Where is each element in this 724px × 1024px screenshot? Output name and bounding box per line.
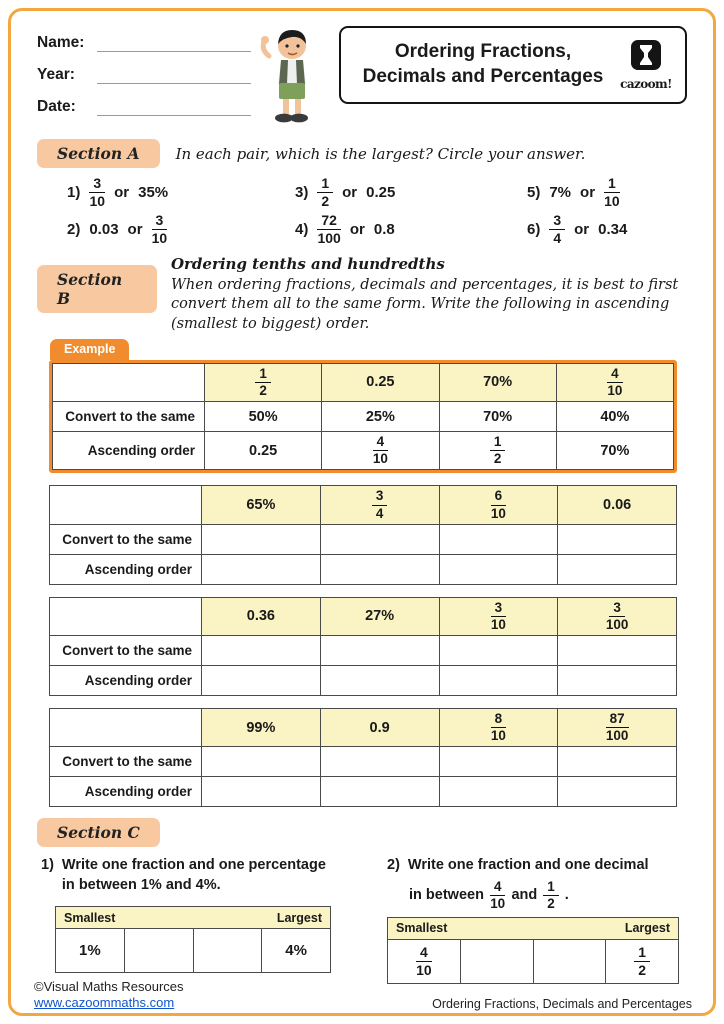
given-row bbox=[53, 363, 674, 401]
section-b-text bbox=[171, 255, 687, 334]
answer-cell[interactable] bbox=[558, 524, 677, 554]
fraction-numerator: 1 bbox=[255, 367, 271, 383]
item-value: 0.03 bbox=[89, 221, 119, 238]
ascending-row bbox=[50, 554, 677, 584]
question-1-text-row bbox=[41, 856, 377, 895]
answer-cell[interactable] bbox=[202, 636, 321, 666]
fraction-denominator: 10 bbox=[490, 616, 506, 632]
ascending-row bbox=[50, 777, 677, 807]
row-label-convert: Convert to the same bbox=[53, 402, 205, 432]
section-a-instruction: In each pair, which is the largest? Circle your answer. bbox=[175, 144, 586, 163]
fraction-denominator: 2 bbox=[493, 451, 502, 467]
max-value bbox=[606, 939, 679, 983]
example-table bbox=[52, 363, 674, 471]
row-label-ascending: Ascending order bbox=[53, 432, 205, 470]
given-value: 70% bbox=[439, 363, 556, 401]
answer-cell[interactable] bbox=[439, 524, 558, 554]
between-fraction-2 bbox=[543, 880, 559, 911]
answer-cell[interactable] bbox=[558, 666, 677, 696]
given-value bbox=[439, 597, 558, 635]
pair-item-6[interactable] bbox=[527, 211, 687, 248]
fraction bbox=[317, 213, 341, 245]
section-c-header bbox=[37, 818, 687, 847]
answer-cell[interactable] bbox=[320, 554, 439, 584]
given-value bbox=[558, 597, 677, 635]
fraction bbox=[543, 880, 559, 911]
answer-cell[interactable] bbox=[202, 524, 321, 554]
section-b-heading: Ordering tenths and hundredths bbox=[170, 255, 445, 273]
fraction bbox=[634, 945, 650, 977]
question-number: 1) bbox=[41, 857, 54, 874]
item-number: 6) bbox=[527, 221, 541, 238]
cazoom-logo bbox=[617, 39, 675, 91]
row-label-ascending: Ascending order bbox=[50, 554, 202, 584]
largest-label: Largest bbox=[624, 921, 670, 936]
section-a-items bbox=[67, 174, 687, 248]
answer-cell[interactable] bbox=[439, 777, 558, 807]
answer-cell[interactable] bbox=[320, 777, 439, 807]
section-a-header bbox=[37, 139, 687, 168]
convert-row bbox=[50, 747, 677, 777]
year-input-line[interactable] bbox=[97, 69, 251, 84]
fraction bbox=[152, 213, 168, 245]
answer-cell[interactable] bbox=[320, 666, 439, 696]
fraction-numerator: 1 bbox=[634, 945, 650, 962]
fraction bbox=[317, 176, 333, 208]
item-value bbox=[152, 213, 168, 245]
fraction-denominator: 4 bbox=[375, 505, 384, 521]
ordering-table-3 bbox=[49, 708, 677, 807]
table-header bbox=[56, 907, 331, 929]
fraction-denominator: 10 bbox=[604, 193, 620, 209]
fraction-denominator: 10 bbox=[490, 505, 506, 521]
answer-cell[interactable] bbox=[439, 747, 558, 777]
given-value bbox=[556, 363, 673, 401]
ascending-row bbox=[53, 432, 674, 470]
item-number: 1) bbox=[67, 184, 81, 201]
header-row bbox=[56, 907, 331, 929]
fraction-numerator: 4 bbox=[490, 880, 506, 896]
item-number: 4) bbox=[295, 221, 309, 238]
section-c-label: Section C bbox=[37, 818, 160, 847]
given-value bbox=[558, 709, 677, 747]
answer-cell[interactable] bbox=[320, 636, 439, 666]
date-label: Date: bbox=[37, 98, 76, 115]
question-2-text-line1: Write one fraction and one decimal bbox=[407, 857, 649, 874]
fraction-numerator: 3 bbox=[609, 601, 625, 617]
footer bbox=[34, 979, 692, 1012]
or-label: or bbox=[114, 184, 130, 201]
example-table-wrapper bbox=[49, 360, 677, 474]
question-2-table-wrap bbox=[387, 917, 687, 984]
ordering-table-1 bbox=[49, 485, 677, 584]
given-value bbox=[439, 486, 558, 524]
date-input-line[interactable] bbox=[97, 101, 251, 116]
or-label: or bbox=[342, 184, 358, 201]
smallest-largest-table-2 bbox=[387, 917, 679, 984]
example-tab bbox=[50, 339, 129, 360]
item-value bbox=[604, 176, 620, 208]
row-label-empty bbox=[53, 363, 205, 401]
given-value: 65% bbox=[202, 486, 321, 524]
fraction-denominator: 10 bbox=[372, 451, 388, 467]
fraction-denominator: 2 bbox=[638, 961, 646, 978]
section-b-header bbox=[37, 255, 687, 334]
max-value: 4% bbox=[262, 929, 331, 973]
given-row bbox=[50, 486, 677, 524]
fraction bbox=[490, 435, 506, 466]
given-row bbox=[50, 597, 677, 635]
fraction-numerator: 6 bbox=[491, 489, 507, 505]
or-label: or bbox=[574, 221, 590, 238]
example-answer: 25% bbox=[322, 402, 439, 432]
header-row bbox=[388, 917, 679, 939]
min-value bbox=[388, 939, 461, 983]
fraction-numerator: 4 bbox=[416, 945, 432, 962]
fraction bbox=[491, 601, 507, 632]
pair-item-4[interactable] bbox=[295, 211, 527, 248]
fraction-numerator: 72 bbox=[317, 213, 341, 230]
fraction-numerator: 1 bbox=[543, 880, 559, 896]
or-label: or bbox=[127, 221, 143, 238]
copyright-text: ©Visual Maths Resources bbox=[34, 978, 184, 994]
in-between-label: in between bbox=[409, 887, 484, 904]
footer-document-title: Ordering Fractions, Decimals and Percentages bbox=[432, 997, 692, 1011]
period: . bbox=[564, 887, 569, 904]
cazoom-logo-text: cazoom! bbox=[620, 77, 672, 91]
item-value bbox=[89, 176, 105, 208]
year-label: Year: bbox=[37, 66, 75, 83]
row-label-empty bbox=[50, 597, 202, 635]
fraction-numerator: 3 bbox=[372, 489, 388, 505]
fraction-denominator: 100 bbox=[317, 230, 341, 246]
answer-cell[interactable] bbox=[439, 554, 558, 584]
footer-left bbox=[34, 979, 184, 1012]
fraction-denominator: 2 bbox=[547, 896, 555, 912]
answer-cell[interactable] bbox=[124, 929, 193, 973]
answer-cell[interactable] bbox=[460, 939, 533, 983]
fraction-denominator: 10 bbox=[607, 382, 623, 398]
example-answer bbox=[322, 432, 439, 470]
given-value: 0.9 bbox=[320, 709, 439, 747]
fraction bbox=[491, 712, 507, 743]
answer-cell[interactable] bbox=[202, 666, 321, 696]
fraction-denominator: 10 bbox=[416, 961, 432, 978]
convert-row bbox=[50, 636, 677, 666]
title-line-2: Decimals and Percentages bbox=[362, 66, 604, 87]
fraction-numerator: 3 bbox=[89, 176, 105, 193]
answer-cell[interactable] bbox=[558, 554, 677, 584]
given-value: 0.06 bbox=[558, 486, 677, 524]
item-number: 5) bbox=[527, 184, 541, 201]
fraction-denominator: 10 bbox=[151, 230, 168, 246]
answer-cell[interactable] bbox=[439, 636, 558, 666]
boy-mascot-illustration bbox=[259, 26, 325, 129]
worksheet-title-box bbox=[339, 26, 687, 104]
answer-cell[interactable] bbox=[320, 524, 439, 554]
fraction-numerator: 3 bbox=[152, 213, 168, 230]
answer-cell[interactable] bbox=[193, 929, 262, 973]
row-label-convert: Convert to the same bbox=[50, 524, 202, 554]
smallest-largest-table-1 bbox=[55, 906, 331, 973]
question-1-table-wrap bbox=[41, 906, 377, 973]
example-answer: 70% bbox=[439, 402, 556, 432]
given-value bbox=[439, 709, 558, 747]
fraction bbox=[606, 712, 629, 743]
or-label: or bbox=[349, 221, 365, 238]
answer-cell[interactable] bbox=[320, 747, 439, 777]
fraction-numerator: 1 bbox=[490, 435, 506, 451]
name-input-line[interactable] bbox=[97, 37, 251, 52]
worksheet-title bbox=[355, 40, 611, 89]
year-field bbox=[37, 66, 251, 84]
section-b-body: When ordering fractions, decimals and percentages, it is best to first convert them all to the same form. Write the following in ascending (smallest to biggest) order. bbox=[170, 276, 679, 332]
pair-item-2[interactable] bbox=[67, 211, 295, 248]
example-answer: 50% bbox=[205, 402, 322, 432]
answer-cell[interactable] bbox=[533, 939, 606, 983]
question-1-text: Write one fraction and one percentage in between 1% and 4%. bbox=[61, 857, 326, 893]
question-2-between-line bbox=[409, 879, 687, 913]
item-value: 0.34 bbox=[598, 221, 628, 238]
fraction bbox=[255, 367, 271, 398]
given-value bbox=[205, 363, 322, 401]
ascending-row bbox=[50, 666, 677, 696]
question-2-text-row bbox=[387, 856, 687, 876]
ordering-table-2 bbox=[49, 597, 677, 696]
name-field bbox=[37, 34, 251, 52]
row-label-empty bbox=[50, 709, 202, 747]
example-answer: 70% bbox=[556, 432, 673, 470]
min-value: 1% bbox=[56, 929, 125, 973]
fraction bbox=[549, 213, 565, 245]
table-header bbox=[388, 917, 679, 939]
item-value: 0.8 bbox=[373, 221, 395, 238]
website-link[interactable]: www.cazoommaths.com bbox=[34, 994, 175, 1010]
row-label-convert: Convert to the same bbox=[50, 636, 202, 666]
largest-label: Largest bbox=[276, 910, 322, 925]
fraction-numerator: 1 bbox=[604, 176, 620, 193]
row-label-convert: Convert to the same bbox=[50, 747, 202, 777]
row-label-empty bbox=[50, 486, 202, 524]
fraction-numerator: 3 bbox=[549, 213, 565, 230]
fraction-numerator: 4 bbox=[373, 435, 389, 451]
fraction-denominator: 2 bbox=[321, 193, 330, 209]
date-field bbox=[37, 98, 251, 116]
page-content bbox=[11, 11, 713, 1013]
item-value bbox=[317, 176, 333, 208]
fraction bbox=[606, 601, 628, 632]
item-value: 7% bbox=[549, 184, 572, 201]
fraction bbox=[604, 176, 620, 208]
answer-cell[interactable] bbox=[558, 636, 677, 666]
cazoom-logo-icon bbox=[630, 39, 662, 71]
header bbox=[37, 26, 687, 130]
pair-item-5[interactable] bbox=[527, 174, 687, 211]
row-label-ascending: Ascending order bbox=[50, 666, 202, 696]
answer-cell[interactable] bbox=[202, 554, 321, 584]
answer-cell[interactable] bbox=[558, 747, 677, 777]
example-answer bbox=[439, 432, 556, 470]
answer-cell[interactable] bbox=[202, 747, 321, 777]
convert-row bbox=[53, 402, 674, 432]
fraction-denominator: 4 bbox=[553, 230, 562, 246]
fraction bbox=[372, 489, 388, 520]
answer-cell[interactable] bbox=[202, 777, 321, 807]
question-number: 2) bbox=[387, 857, 400, 874]
fraction-numerator: 3 bbox=[491, 601, 507, 617]
item-value bbox=[317, 213, 341, 245]
name-label: Name: bbox=[37, 34, 85, 51]
fraction-numerator: 4 bbox=[607, 367, 623, 383]
item-value: 0.25 bbox=[366, 184, 396, 201]
given-value: 99% bbox=[202, 709, 321, 747]
fraction-numerator: 87 bbox=[606, 712, 629, 728]
section-a-label: Section A bbox=[37, 139, 160, 168]
fraction bbox=[89, 176, 105, 208]
convert-row bbox=[50, 524, 677, 554]
title-line-1: Ordering Fractions, bbox=[394, 41, 572, 63]
fraction-denominator: 100 bbox=[605, 728, 629, 744]
section-b-label: Section B bbox=[37, 265, 157, 313]
between-fraction-1 bbox=[490, 880, 506, 911]
given-row bbox=[50, 709, 677, 747]
given-value: 27% bbox=[320, 597, 439, 635]
example-answer: 40% bbox=[556, 402, 673, 432]
answer-cell[interactable] bbox=[439, 666, 558, 696]
fraction-denominator: 10 bbox=[89, 193, 105, 209]
fraction-denominator: 100 bbox=[605, 616, 629, 632]
question-1 bbox=[41, 856, 377, 984]
item-value bbox=[549, 213, 565, 245]
fraction bbox=[607, 367, 623, 398]
pair-item-3[interactable] bbox=[295, 174, 527, 211]
value-row bbox=[388, 939, 679, 983]
fraction-denominator: 10 bbox=[490, 728, 506, 744]
value-row bbox=[56, 929, 331, 973]
question-2 bbox=[387, 856, 687, 984]
fraction bbox=[491, 489, 507, 520]
example-answer: 0.25 bbox=[205, 432, 322, 470]
pair-item-1[interactable] bbox=[67, 174, 295, 211]
fraction-denominator: 10 bbox=[490, 896, 506, 912]
boy-mascot-svg bbox=[259, 26, 325, 124]
item-number: 2) bbox=[67, 221, 81, 238]
and-label: and bbox=[511, 887, 538, 904]
smallest-label: Smallest bbox=[396, 921, 448, 936]
item-number: 3) bbox=[295, 184, 309, 201]
given-value: 0.25 bbox=[322, 363, 439, 401]
ordering-tables bbox=[49, 339, 687, 808]
fraction bbox=[490, 880, 506, 911]
fraction-numerator: 8 bbox=[491, 712, 507, 728]
given-value bbox=[320, 486, 439, 524]
smallest-label: Smallest bbox=[64, 910, 116, 925]
fraction-denominator: 2 bbox=[259, 382, 267, 398]
fraction bbox=[373, 435, 389, 466]
item-value: 35% bbox=[138, 184, 169, 201]
example-tab-label: Example bbox=[64, 341, 116, 356]
student-fields bbox=[37, 26, 251, 130]
or-label: or bbox=[580, 184, 596, 201]
fraction-numerator: 1 bbox=[317, 176, 333, 193]
section-c-questions bbox=[41, 856, 687, 984]
answer-cell[interactable] bbox=[558, 777, 677, 807]
row-label-ascending: Ascending order bbox=[50, 777, 202, 807]
fraction bbox=[416, 945, 432, 977]
given-value: 0.36 bbox=[202, 597, 321, 635]
